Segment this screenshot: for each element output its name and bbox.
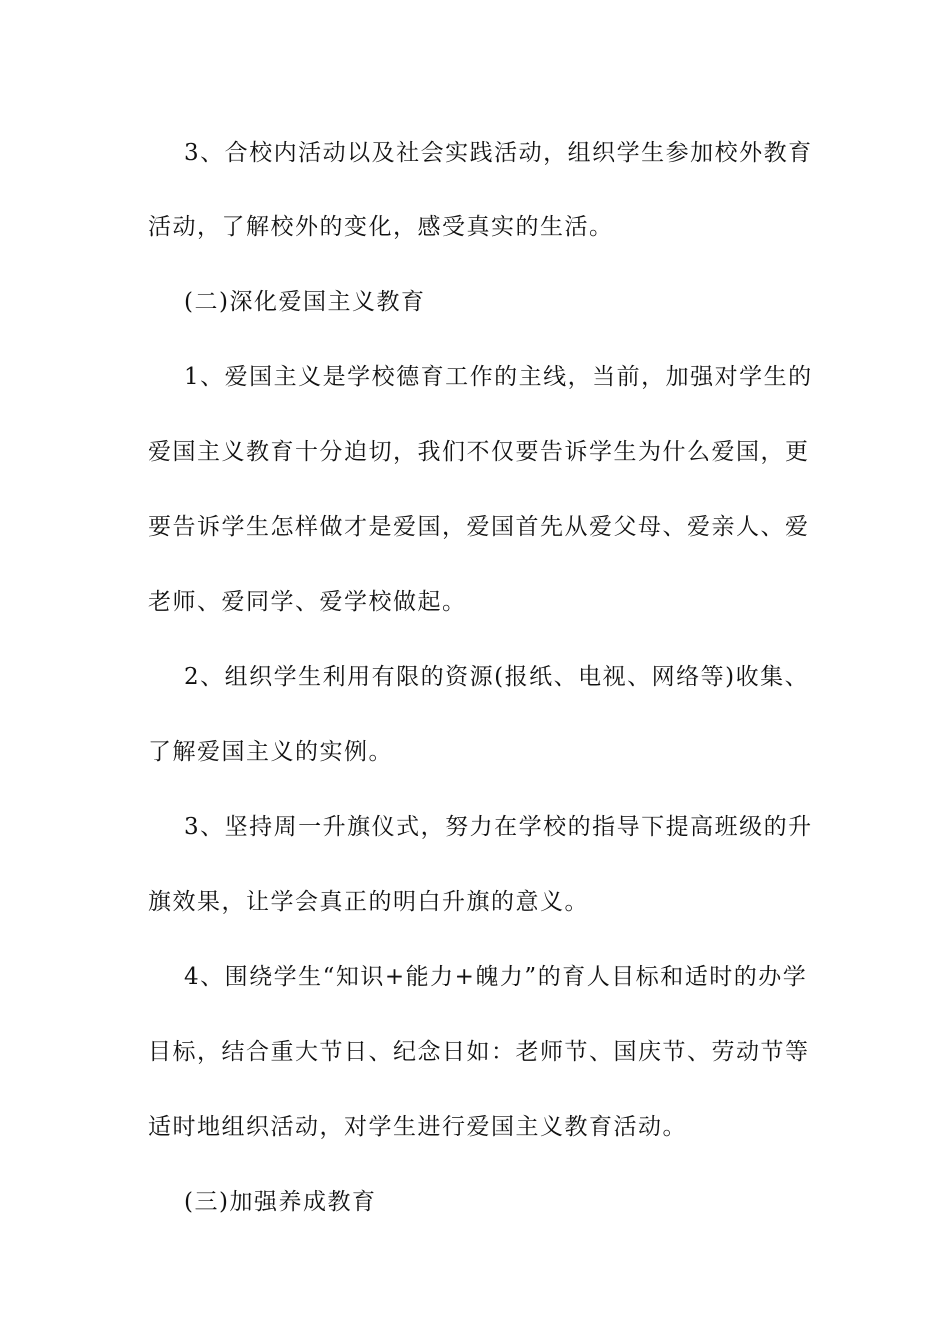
- paragraph-line: 1、爱国主义是学校德育工作的主线，当前，加强对学生的: [184, 364, 813, 390]
- paragraph-line: 要告诉学生怎样做才是爱国，爱国首先从爱父母、爱亲人、爱: [148, 514, 810, 540]
- paragraph-line: 目标，结合重大节日、纪念日如：老师节、国庆节、劳动节等: [148, 1039, 810, 1065]
- paragraph-line: 适时地组织活动，对学生进行爱国主义教育活动。: [148, 1114, 687, 1140]
- section-heading: (二)深化爱国主义教育: [184, 289, 426, 315]
- paragraph-line: 3、坚持周一升旗仪式，努力在学校的指导下提高班级的升: [184, 814, 813, 840]
- paragraph-line: 活动，了解校外的变化，感受真实的生活。: [148, 214, 614, 240]
- paragraph-line: 旗效果，让学会真正的明白升旗的意义。: [148, 889, 589, 915]
- paragraph-line: 2、组织学生利用有限的资源(报纸、电视、网络等)收集、: [184, 664, 810, 690]
- paragraph-line: 了解爱国主义的实例。: [148, 739, 393, 765]
- paragraph-line: 爱国主义教育十分迫切，我们不仅要告诉学生为什么爱国，更: [148, 439, 810, 465]
- paragraph-line: 老师、爱同学、爱学校做起。: [148, 589, 467, 615]
- section-heading: (三)加强养成教育: [184, 1189, 377, 1215]
- paragraph-line: 3、合校内活动以及社会实践活动，组织学生参加校外教育: [184, 140, 813, 166]
- paragraph-line: 4、围绕学生“知识+能力+魄力”的育人目标和适时的办学: [184, 964, 808, 990]
